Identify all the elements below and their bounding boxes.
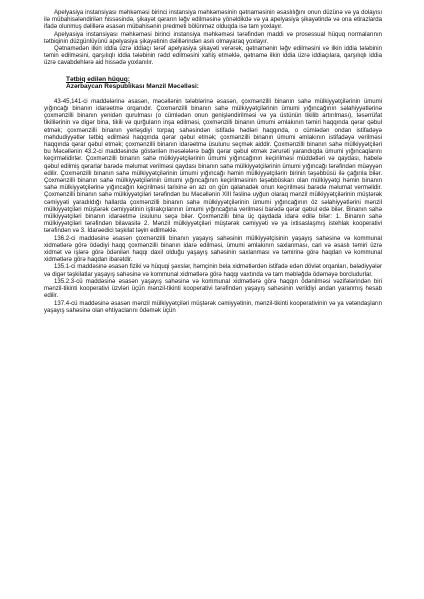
spacer bbox=[44, 68, 382, 76]
paragraph: Apelyasiya instansiyası məhkəməsi birinci instansiya məhkəməsinin qətnaməsinin əsaslılığını onun düzünə və ya dolayısı ilə mübahisələndirilən hissəsində, şikayət qərarın ləğv edilməsinə yönəldikdə və ya apelyasiya şikayətində və onа etirazlarda ifadə olunmuş dəlillərə əsasən mübahisənin predmeti bölünməz olduqda isə tam yoxlayır. bbox=[44, 10, 382, 31]
paragraph: 135.2.3-cü maddəsinə əsasən yaşayış sahəsinə və kommunal xidmətlərə görə haqqın ödənilməsi vəzifələrindən biri mənzil-tikinti kooperativi üzvləri üçün mənzil-tikinti kooperativi tərəfindən yaşayış sahəsinin verildiyi andan yaranmış hesab edilir. bbox=[44, 278, 382, 300]
spacer bbox=[44, 91, 382, 99]
paragraph: 136.2-ci maddəsinə əsasən çoxmənzilli binanın yaşayış sahəsinin mülkiyyətçisinin yaşayış sahəsinə və kommunal xidmətlərə görə ödədiyi haqq çoxmənzilli binanın idarə edilməsi, ümumi əmlakının saxlanması, cari və əsaslı təmiri üzrə xidmət və işlərə görə ödənilən haqqı daxil olduğu yaşayış sahəsinin saxlanması və təmirinə görə haqdan və kommunal xidmətlərə görə haqdan ibarətdir. bbox=[44, 235, 382, 264]
paragraph: 43-45,141-ci maddələrinə əsasən, məcəllənin tələblərinə əsasən, çoxmənzilli binanın sahə mülkiyyətçilərinin ümumi yığıncağı binanın idarəetmə orqanıdır. Çoxmənzilli binanın sahə mülkiyyətçilərinin ümumi yığıncağının səlahiyyətlərinə çoxmənzilli binanın yenidən qurulması (o cümlədən onun genişləndirilməsi və ya üstünün tikilib artırılması), təsərrüfat tikililərinin və digər bina, tikili və qurğuların inşa edilməsi, çoxmənzilli binanın ümumi əmlakının təmiri haqqında qərar qəbul etmək; çoxmənzilli binanın yerləşdiyi torpaq sahəsindən istifadə hədləri haqqında, o cümlədən ondan istifadəyə məhdudiyyətlər tətbiq edilməsi haqqında qərar qəbul etmək; çoxmənzilli binanın ümumi əmlakının istifadəyə verilməsi haqqında qərar qəbul etmək; çoxmənzilli binanın idarəetmə üsulunu seçmək aiddir. Çoxmənzilli binanın sahə mülkiyyətçiləri bu Məcəllənin 43.2-ci maddəsində göstərilən məsələlərə bağlı qərar qəbul etmək zərurəti yarandıqda ümumi yığıncaqlarını keçirməlidirlər. Çoxmənzilli binanın sahə mülkiyyətçilərinin ümumi yığıncağının keçirilməsi müddətləri və qaydası, habelə qəbul edilmiş qərarlar barədə məlumat verilməsi qaydası binanın sahə mülkiyyətçilərinin ümumi yığıncağı tərəfindən müəyyən edilir. Çoxmənzilli binanın sahə mülkiyyətçilərinin ümumi yığıncağı həmin mülkiyyətçilərin birinin təşəbbüsü ilə çağırıla bilər. Çoxmənzilli binanın sahə mülkiyyətçilərinin ümumi yığıncağının keçirilməsinin təşəbbüskarı olan mülkiyyətçi həmin binanın sahə mülkiyyətçilərinə yığıncağın keçirilməsi tarixinə ən azı on gün qalanadək onun keçirilməsi barədə məlumat verməlidir. Çoxmənzilli binanın sahə mülkiyyətçiləri tərəfindən bu Məcəllənin XIII fəslinə uyğun olaraq mənzil mülkiyyətçilərinin müştərək cəmiyyəti yaradıldığı hallarda çoxmənzilli binanın sahə mülkiyyətçilərinin ümumi yığıncağının öz səlahiyyətlərini mənzil mülkiyyətçiləri müştərək cəmiyyətinin iştirakçılarının ümumi yığıncağına verilməsi barədə qərar qəbul edə bilər. Binanın sahə mülkiyyətçiləri binanın idarəetmə üsulunu seçə bilər. Çoxmənzilli bina üç qaydada idarə edilə bilər: 1. Binanın sahə mülkiyyətçiləri tərəfindən bilavasitə 2. Mənzil mülkiyyətçiləri müştərək cəmiyyəti və ya ixtisaslaşmış istehlak kooperativi tərəfindən və 3. İdarəedici təşkilat təyin edilməklə. bbox=[44, 98, 382, 235]
paragraph: Qətnamədən ilkin iddia üzrə iddiaçı tərəf apelyasiya şikayəti verərək, qətnamənin ləğv edilməsini və ilkin iddia tələbinin təmin edilməsini, qarşılıqlı iddia tələbinin rədd edilməsini xahiş etməklə, qətnamə ilkin iddia üzrə iddiaçılara, qarşılıqlı iddia üzrə cavabdehlərə aid hissədə yoxlanılır. bbox=[44, 46, 382, 67]
paragraph: 137.4-cü maddəsinə əsasən mənzil mülkiyyətçiləri müştərək cəmiyyətinin, mənzil-tikinti kooperativinin və ya vətəndaşların yaşayış sahəsinə olan ehtiyaclarını ödəmək üçün bbox=[44, 300, 382, 314]
paragraph: Apelyasiya instansiyası məhkəməsi birinci instansiya məhkəməsi tərəfindən maddi və prosessual hüquq normalarının tətbiqinin düzgünlüyünü apelyasiya şikayətinin dəlillərindən asılı olmayaraq yoxlayır. bbox=[44, 31, 382, 45]
section-heading: Tətbiq edilən hüquq: bbox=[66, 75, 130, 83]
paragraph: 135.1-ci maddəsinə əsasən fiziki və hüquqi şəxslər, həmçinin bela xidmətlərdən istifadə edən dövlət orqanları, bələdiyyələr və digər təşkilatlar yaşayış sahəsinə və kommunal xidmətlərə görə haqqı vaxtında və tam məbləğdə ödəməyə borcludurlar. bbox=[44, 264, 382, 278]
section-subheading: Azərbaycan Respublikası Mənzil Məcəlləsi: bbox=[66, 83, 199, 91]
